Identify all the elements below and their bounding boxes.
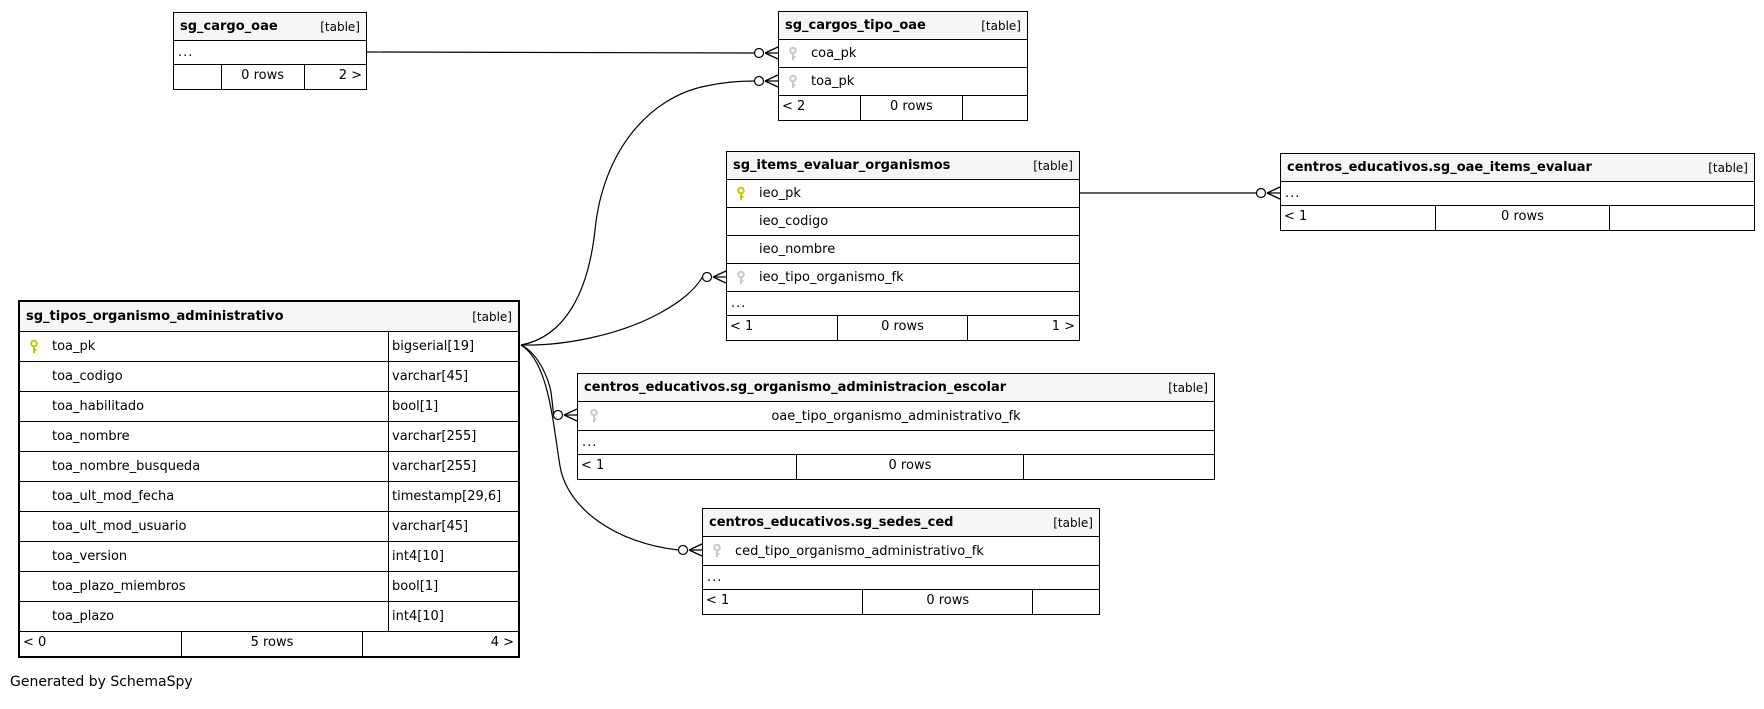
column-type: varchar[255] (388, 452, 518, 481)
foreign-key-icon (588, 408, 600, 424)
table-name: sg_cargo_oae (180, 19, 278, 34)
related-right-count (1610, 206, 1754, 230)
column-name: ced_tipo_organismo_administrativo_fk (735, 543, 984, 559)
table-sg_items_evaluar_organismos[interactable] (726, 151, 1080, 341)
zero-marker-icon (755, 49, 764, 58)
crow-foot-icon (564, 409, 577, 421)
table-sg_cargo_oae[interactable] (173, 12, 367, 90)
table-footer (727, 316, 1079, 340)
column-row (20, 452, 518, 482)
column-row (20, 542, 518, 572)
related-left-count: < 1 (730, 319, 754, 334)
crow-foot-icon (765, 47, 778, 59)
related-left-count: < 2 (782, 99, 806, 114)
column-row (20, 422, 518, 452)
zero-marker-icon (755, 77, 764, 86)
column-type: timestamp[29,6] (388, 482, 518, 511)
column-row (727, 264, 1079, 292)
column-row (727, 236, 1079, 264)
column-row (703, 537, 1099, 566)
related-right-count (1033, 590, 1099, 614)
table-centros_educativos.sg_oae_items_evaluar[interactable] (1280, 153, 1755, 231)
column-type: varchar[45] (388, 512, 518, 541)
related-right-count (1024, 455, 1214, 479)
column-row (20, 332, 518, 362)
crow-foot-icon (713, 271, 726, 283)
column-type: varchar[255] (388, 422, 518, 451)
table-header[interactable] (174, 13, 366, 41)
columns-ellipsis-row: ... (703, 566, 1099, 590)
table-centros_educativos.sg_organismo_administracion_escolar[interactable] (577, 373, 1215, 480)
related-left-count: < 0 (23, 635, 47, 650)
columns-ellipsis-row: ... (727, 292, 1079, 316)
column-row (727, 180, 1079, 208)
row-count: 0 rows (860, 96, 962, 120)
crow-foot-icon (1267, 187, 1280, 199)
column-row (20, 512, 518, 542)
row-count: 5 rows (181, 632, 363, 656)
related-left-count: < 1 (1284, 209, 1308, 224)
table-name: centros_educativos.sg_sedes_ced (709, 515, 954, 530)
row-count: 0 rows (862, 590, 1033, 614)
table-sg_tipos_organismo_administrativo[interactable] (18, 300, 520, 658)
column-name: toa_codigo (52, 369, 123, 384)
primary-key-icon (735, 186, 747, 202)
table-name: centros_educativos.sg_organismo_administracion_escolar (584, 380, 1007, 395)
table-tag: [table] (320, 19, 360, 34)
table-name: sg_tipos_organismo_administrativo (26, 309, 284, 324)
columns-ellipsis-row: ... (578, 431, 1214, 455)
column-row (727, 208, 1079, 236)
table-footer (174, 65, 366, 89)
columns-ellipsis-row: ... (1281, 182, 1754, 206)
column-name: ieo_nombre (759, 242, 836, 257)
table-name: centros_educativos.sg_oae_items_evaluar (1287, 160, 1592, 175)
column-type: bool[1] (388, 572, 518, 601)
foreign-key-icon (787, 46, 799, 62)
table-footer (779, 96, 1027, 120)
table-name: sg_items_evaluar_organismos (733, 158, 951, 173)
relationship-line (521, 81, 755, 345)
related-left-count (174, 65, 221, 89)
table-header[interactable] (727, 152, 1079, 180)
primary-key-icon (28, 339, 40, 355)
table-tag: [table] (1708, 160, 1748, 175)
relationship-line (521, 277, 703, 345)
crow-foot-icon (765, 75, 778, 87)
table-centros_educativos.sg_sedes_ced[interactable] (702, 508, 1100, 615)
table-footer (1281, 206, 1754, 230)
generator-note: Generated by SchemaSpy (10, 674, 193, 690)
related-left-count: < 1 (706, 593, 730, 608)
column-row (20, 602, 518, 632)
column-type: int4[10] (388, 542, 518, 571)
relationship-line (367, 52, 755, 53)
column-name: oae_tipo_organismo_administrativo_fk (771, 408, 1021, 424)
table-header[interactable] (1281, 154, 1754, 182)
related-right-count: 4 > (490, 635, 514, 650)
column-name: coa_pk (811, 46, 857, 61)
table-header[interactable] (20, 302, 518, 332)
row-count: 0 rows (221, 65, 305, 89)
related-right-count: 2 > (338, 68, 363, 83)
table-tag: [table] (981, 18, 1021, 33)
table-sg_cargos_tipo_oae[interactable] (778, 11, 1028, 121)
column-type: varchar[45] (388, 362, 518, 391)
column-row (20, 362, 518, 392)
columns-ellipsis-row: ... (174, 41, 366, 65)
column-name: toa_pk (811, 74, 855, 89)
column-row (779, 40, 1027, 68)
row-count: 0 rows (796, 455, 1023, 479)
row-count: 0 rows (1435, 206, 1609, 230)
column-name: toa_plazo (52, 609, 115, 624)
zero-marker-icon (703, 273, 712, 282)
column-type: int4[10] (388, 602, 518, 631)
table-footer (703, 590, 1099, 614)
relationship-line (521, 345, 554, 415)
table-tag: [table] (1053, 515, 1093, 530)
related-right-count (963, 96, 1028, 120)
crow-foot-icon (689, 544, 702, 556)
column-name: ieo_pk (759, 186, 801, 201)
column-name: ieo_tipo_organismo_fk (759, 270, 904, 285)
row-count: 0 rows (837, 316, 967, 340)
column-name: toa_version (52, 549, 128, 564)
column-name: toa_nombre_busqueda (52, 459, 201, 474)
table-footer (578, 455, 1214, 479)
table-tag: [table] (1033, 158, 1073, 173)
foreign-key-icon (711, 543, 723, 559)
foreign-key-icon (787, 74, 799, 90)
column-type: bigserial[19] (388, 332, 518, 361)
table-footer (20, 632, 518, 656)
column-row (20, 482, 518, 512)
table-tag: [table] (472, 309, 512, 324)
table-header[interactable] (578, 374, 1214, 402)
column-name: toa_ult_mod_fecha (52, 489, 175, 504)
table-header[interactable] (703, 509, 1099, 537)
column-name: ieo_codigo (759, 214, 829, 229)
related-left-count: < 1 (581, 458, 605, 473)
column-row (20, 572, 518, 602)
column-row (578, 402, 1214, 431)
column-name: toa_nombre (52, 429, 130, 444)
table-tag: [table] (1168, 380, 1208, 395)
zero-marker-icon (1257, 189, 1266, 198)
foreign-key-icon (735, 270, 747, 286)
column-name: toa_pk (52, 339, 96, 354)
related-right-count: 1 > (1051, 319, 1075, 334)
column-row (779, 68, 1027, 96)
zero-marker-icon (554, 411, 563, 420)
table-name: sg_cargos_tipo_oae (785, 18, 926, 33)
column-type: bool[1] (388, 392, 518, 421)
column-name: toa_plazo_miembros (52, 579, 186, 594)
zero-marker-icon (679, 546, 688, 555)
table-header[interactable] (779, 12, 1027, 40)
column-row (20, 392, 518, 422)
column-name: toa_ult_mod_usuario (52, 519, 187, 534)
column-name: toa_habilitado (52, 399, 145, 414)
